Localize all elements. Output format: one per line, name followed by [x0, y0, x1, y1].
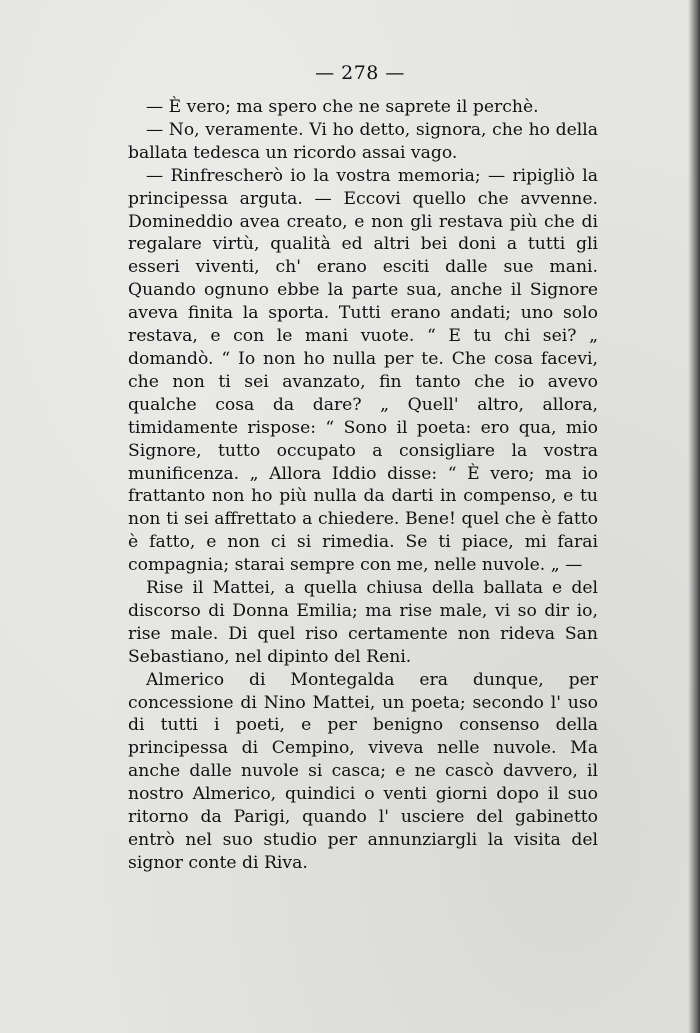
paragraph-4: Rise il Mattei, a quella chiusa della ballata e del discorso di Donna Emilia; ma rise male, vi so dir io, rise male. Di quel riso certamente non rideva San Sebastiano, nel dipinto del Reni.	[128, 578, 598, 667]
page-body-text	[128, 96, 598, 875]
paragraph-5: Almerico di Montegalda era dunque, per concessione di Nino Mattei, un poeta; secondo l' uso di tutti i poeti, e per benigno consenso della principessa di Cempino, viveva nelle nuvole. Ma anche dalle nuvole si casca; e ne cascò davvero, il nostro Almerico, quindici o venti giorni dopo il suo ritorno da Parigi, quando l' usciere del gabinetto entrò nel suo studio per annunziargli la visita del signor conte di Riva.	[128, 669, 598, 873]
page-number: — 278 —	[315, 62, 405, 84]
paragraph-1: — È vero; ma spero che ne saprete il perchè.	[146, 97, 539, 117]
paragraph-3: — Rinfrescherò io la vostra memoria; — ripigliò la principessa arguta. — Eccovi quello che avvenne. Domineddio avea creato, e non gli restava più che di regalare virtù, qualità ed altri bei doni a tutti gli esseri viventi, ch' erano esciti dalle sue mani. Quando ognuno ebbe la parte sua, anche il Signore aveva finita la sporta. Tutti erano andati; uno solo restava, e con le mani vuote. “ E tu chi sei? „ domandò. “ Io non ho nulla per te. Che cosa facevi, che non ti sei avanzato, fin tanto che io avevo qualche cosa da dare? „ Quell' altro, allora, timidamente rispose: “ Sono il poeta: ero qua, mio Signore, tutto occupato a consigliare la vostra munificenza. „ Allora Iddio disse: “ È vero; ma io frattanto non ho più nulla da darti in compenso, e tu non ti sei affrettato a chiedere. Bene! quel che è fatto è fatto, e non ci si rimedia. Se ti piace, mi farai compagnia; starai sempre con me, nelle nuvole. „ —	[128, 165, 598, 576]
page-edge-shadow	[688, 0, 700, 1033]
paragraph-2: — No, veramente. Vi ho detto, signora, che ho della ballata tedesca un ricordo assai vago.	[128, 119, 598, 163]
